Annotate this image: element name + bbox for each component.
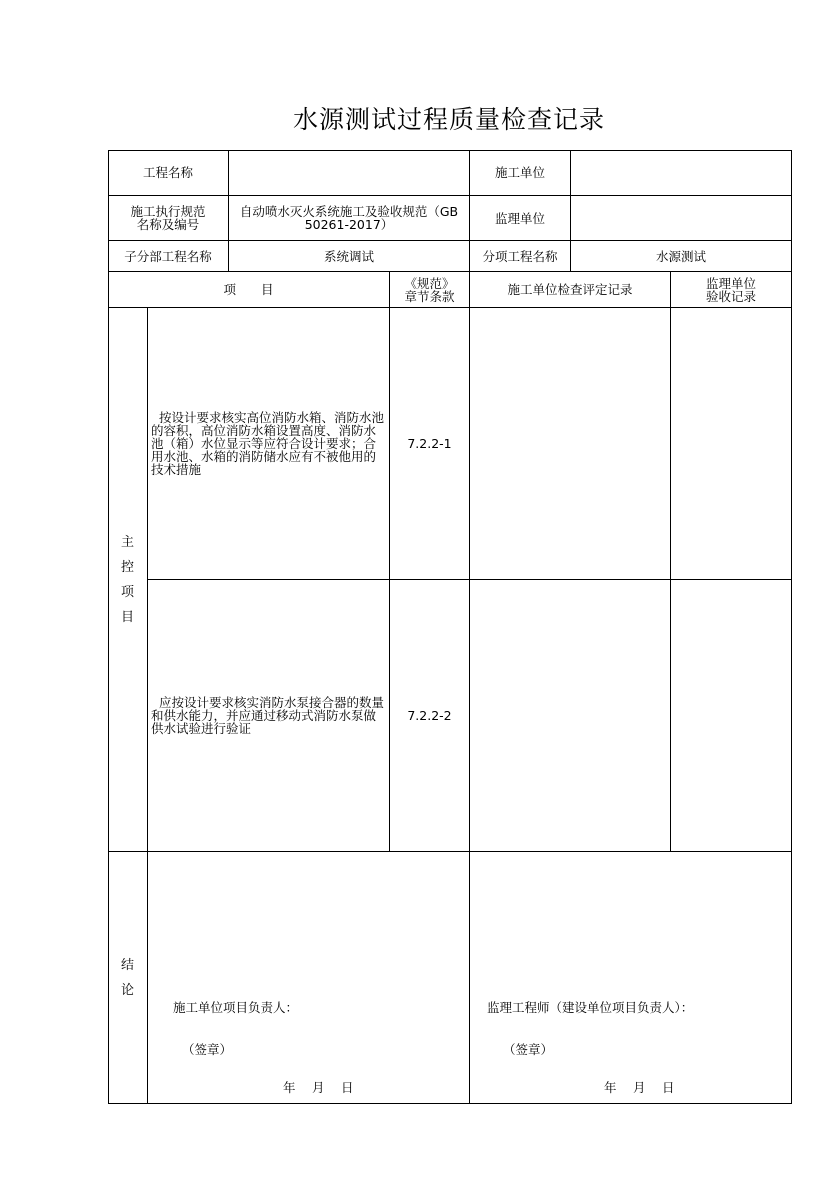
main-control-char: 项	[120, 584, 134, 600]
conclusion-char: 论	[120, 982, 134, 998]
main-control-construction-record[interactable]	[470, 580, 671, 852]
conclusion-label	[108, 852, 148, 1104]
sub-item-label: 分项工程名称	[470, 241, 571, 272]
construction-unit-label: 施工单位	[470, 150, 571, 196]
supervision-date-label: 年 月 日	[604, 1080, 675, 1095]
supervision-responsible-label: 监理工程师（建设单位项目负责人）：	[487, 1000, 694, 1015]
sub-division-label: 子分部工程名称	[108, 241, 229, 272]
conclusion-char: 结	[120, 957, 134, 973]
main-control-label	[108, 308, 148, 852]
supervision-unit-label: 监理单位	[470, 196, 571, 241]
page-title: 水源测试过程质量检查记录	[292, 105, 605, 134]
sub-division-value: 系统调试	[229, 241, 470, 272]
spec-label: 施工执行规范 名称及编号	[108, 196, 229, 241]
construction-unit-value[interactable]	[571, 150, 792, 196]
column-item-header: 项 目	[108, 272, 390, 308]
construction-responsible-label: 施工单位项目负责人：	[173, 1000, 299, 1015]
column-supervision-check-header: 监理单位 验收记录	[671, 272, 792, 308]
main-control-item-text: 按设计要求核实高位消防水箱、消防水池的容积，高位消防水箱设置高度、消防水池（箱）水位显示等应符合设计要求；合用水池、水箱的消防储水应有不被他用的技术措施	[148, 308, 390, 580]
column-clause-header: 《规范》 章节条款	[390, 272, 470, 308]
main-control-char: 主	[120, 534, 134, 550]
conclusion-supervision-box[interactable]	[470, 852, 792, 1104]
project-name-value[interactable]	[229, 150, 470, 196]
main-control-construction-record[interactable]	[470, 308, 671, 580]
spec-value: 自动喷水灭火系统施工及验收规范（GB 50261-2017）	[229, 196, 470, 241]
project-name-label: 工程名称	[108, 150, 229, 196]
supervision-unit-value[interactable]	[571, 196, 792, 241]
main-control-supervision-record[interactable]	[671, 580, 792, 852]
main-control-item-text: 应按设计要求核实消防水泵接合器的数量和供水能力，并应通过移动式消防水泵做供水试验进行验证	[148, 580, 390, 852]
main-control-char: 控	[120, 559, 134, 575]
main-control-supervision-record[interactable]	[671, 308, 792, 580]
sub-item-value: 水源测试	[571, 241, 792, 272]
main-control-char: 目	[120, 609, 134, 625]
supervision-seal-label: （签章）	[503, 1042, 554, 1057]
conclusion-construction-box[interactable]	[148, 852, 470, 1104]
construction-date-label: 年 月 日	[283, 1080, 354, 1095]
main-control-item-clause: 7.2.2-1	[390, 308, 470, 580]
column-construction-check-header: 施工单位检查评定记录	[470, 272, 671, 308]
main-control-item-clause: 7.2.2-2	[390, 580, 470, 852]
construction-seal-label: （签章）	[182, 1042, 233, 1057]
